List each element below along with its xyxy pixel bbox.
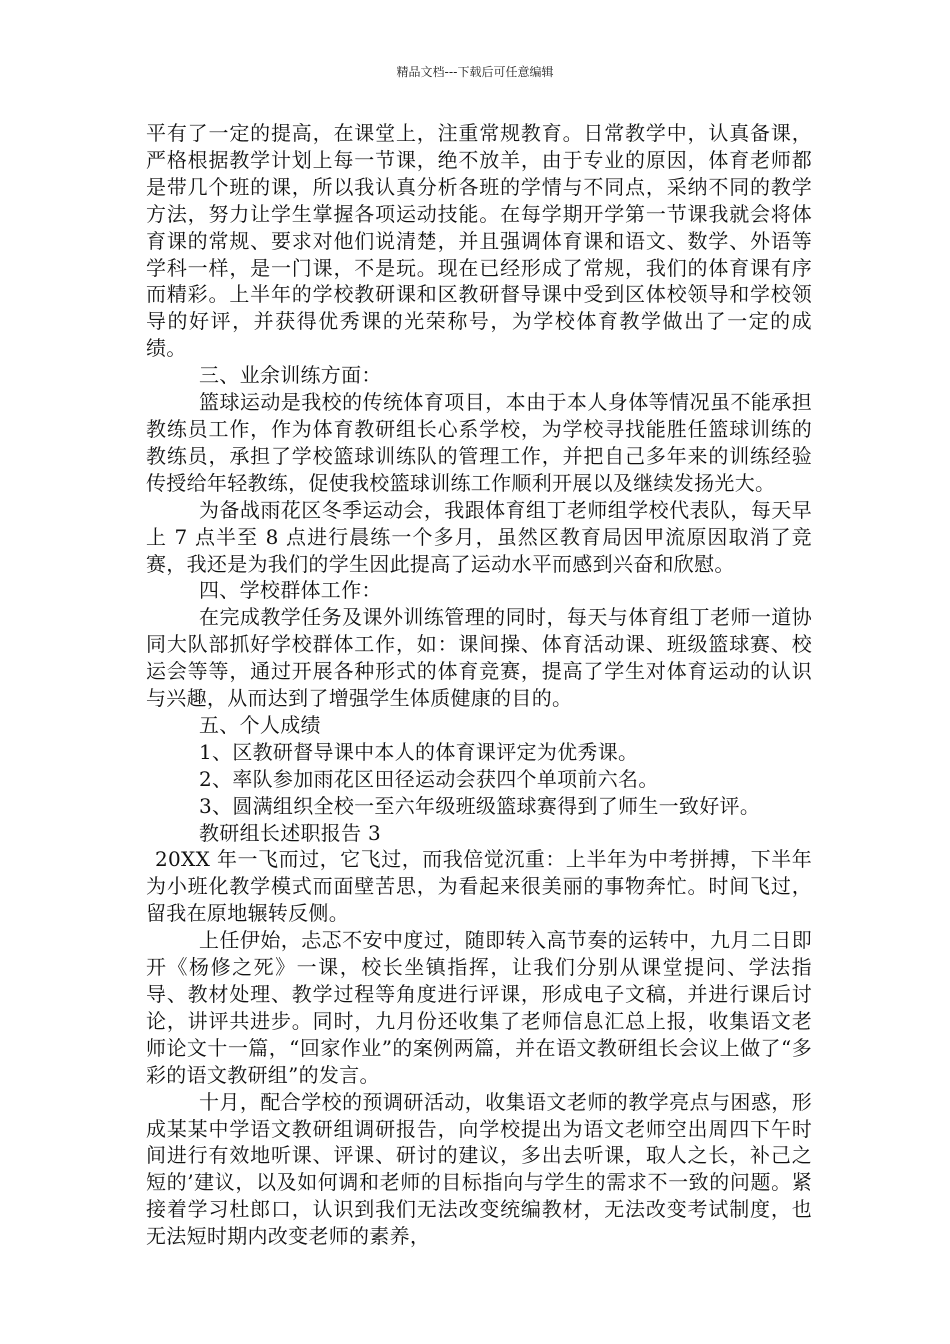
paragraph: 篮球运动是我校的传统体育项目，本由于本人身体等情况虽不能承担教练员工作，作为体育教研组长心系学校，为学校寻找能胜任篮球训练的教练员，承担了学校篮球训练队的管理工作，并把自己多年来的训练经验传授给年轻教练，促使我校篮球训练工作顺利开展以及继续发扬光大。 <box>146 390 812 495</box>
paragraph: 为备战雨花区冬季运动会，我跟体育组丁老师组学校代表队，每天早上 7 点半至 8 点进行晨练一个多月，虽然区教育局因甲流原因取消了竞赛，我还是为我们的学生因此提高了运动水平而感到兴奋和欣慰。 <box>146 497 812 576</box>
section-heading: 五、个人成绩 <box>199 712 321 737</box>
paragraph: 十月，配合学校的预调研活动，收集语文老师的教学亮点与困惑，形成某某中学语文教研组调研报告，向学校提出为语文老师空出周四下午时间进行有效地听课、评课、研讨的建议，多出去听课，取人之长，补己之短的’建议，以及如何调和老师的目标指向与学生的需求不一致的问题。紧接着学习杜郎口，认识到我们无法改变统编教材，无法改变考试制度，也无法短时期内改变老师的素养， <box>146 1089 812 1249</box>
list-item: 1、区教研督导课中本人的体育课评定为优秀课。 <box>199 739 639 764</box>
report-title: 教研组长述职报告 3 <box>199 820 382 845</box>
paragraph: 上任伊始，忐忑不安中度过，随即转入高节奏的运转中，九月二日即开《杨修之死》一课，校长坐镇指挥，让我们分别从课堂提问、学法指导、教材处理、教学过程等角度进行评课，形成电子文稿，并进行课后讨论，讲评共进步。同时，九月份还收集了老师信息汇总上报，收集语文老师论文十一篇，“回家作业”的案例两篇，并在语文教研组长会议上做了“多彩的语文教研组”的发言。 <box>146 928 812 1087</box>
paragraph: 在完成教学任务及课外训练管理的同时，每天与体育组丁老师一道协同大队部抓好学校群体工作，如：课间操、体育活动课、班级篮球赛、校运会等等，通过开展各种形式的体育竞赛，提高了学生对体育运动的认识与兴趣，从而达到了增强学生体质健康的目的。 <box>146 605 812 711</box>
paragraph: 20XX 年一飞而过，它飞过，而我倍觉沉重：上半年为中考拼搏，下半年为小班化教学模式而面壁苦思，为看起来很美丽的事物奔忙。时间飞过，留我在原地辗转反侧。 <box>146 847 812 926</box>
section-heading: 四、学校群体工作： <box>199 578 382 603</box>
page-header: 精品文档---下载后可任意编辑 <box>396 65 554 79</box>
document-body <box>146 120 812 1250</box>
list-item: 2、率队参加雨花区田径运动会获四个单项前六名。 <box>199 766 659 791</box>
paragraph: 平有了一定的提高，在课堂上，注重常规教育。日常教学中，认真备课，严格根据教学计划上每一节课，绝不放羊，由于专业的原因，体育老师都是带几个班的课，所以我认真分析各班的学情与不同点，采纳不同的教学方法，努力让学生掌握各项运动技能。在每学期开学第一节课我就会将体育课的常规、要求对他们说清楚，并且强调体育课和语文、数学、外语等学科一样，是一门课，不是玩。现在已经形成了常规，我们的体育课有序而精彩。上半年的学校教研课和区教研督导课中受到区体校领导和学校领导的好评，并获得优秀课的光荣称号，为学校体育教学做出了一定的成绩。 <box>146 121 812 361</box>
section-heading: 三、业余训练方面： <box>199 363 382 388</box>
list-item: 3、圆满组织全校一至六年级班级篮球赛得到了师生一致好评。 <box>199 793 761 818</box>
